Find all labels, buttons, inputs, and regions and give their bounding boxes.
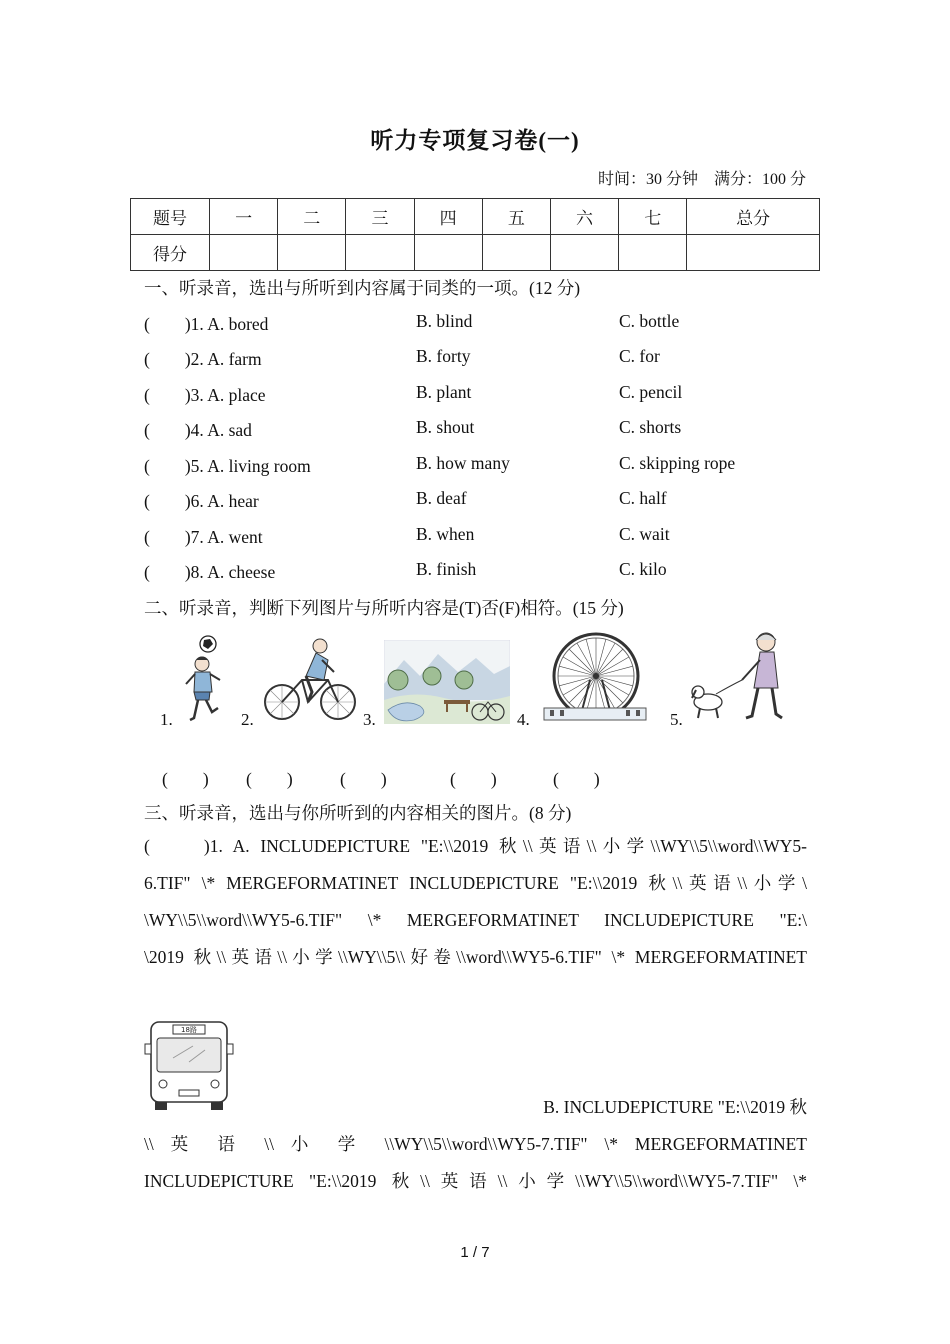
field-code-line: INCLUDEPICTURE "E:\\2019 秋\\英语\\小学\\WY\\5\\word\\WY5-7.TIF" \* (144, 1171, 807, 1191)
question-stem: ( )5. A. living room (144, 456, 311, 476)
option-c: C. wait (619, 524, 670, 544)
field-code-line: \2019 秋\\英语\\小学\\WY\\5\\好卷\\word\\WY5-6.TIF" \* MERGEFORMATINET (144, 947, 807, 967)
option-c: C. kilo (619, 559, 667, 579)
bus-image (143, 1018, 235, 1112)
option-b: B. plant (416, 382, 472, 402)
picture-label: 2. (241, 710, 254, 729)
question-stem: ( )1. A. bored (144, 314, 269, 334)
field-code-line: ( )1. A. INCLUDEPICTURE "E:\\2019 秋\\英语\\小学\\WY\\5\\word\\WY5- (144, 836, 807, 856)
ferris-wheel-spoke (596, 639, 606, 676)
boy-football-image (180, 634, 226, 726)
score-input-cell[interactable] (550, 235, 618, 271)
score-input-cell[interactable] (210, 235, 278, 271)
answer-blank[interactable]: ( ) (450, 769, 497, 789)
score-input-cell[interactable] (278, 235, 346, 271)
score-input-cell[interactable] (346, 235, 414, 271)
bus-route-sign: 18路 (181, 1026, 197, 1034)
picture-label: 3. (363, 710, 376, 729)
question-stem: ( )7. A. went (144, 527, 263, 547)
option-c: C. pencil (619, 382, 683, 402)
score-input-cell[interactable] (414, 235, 482, 271)
question-stem: ( )3. A. place (144, 385, 266, 405)
park-scene-image (384, 640, 510, 724)
section3-heading: 三、听录音，选出与你所听到的内容相关的图片。(8 分) (144, 803, 572, 823)
score-input-cell[interactable] (687, 235, 820, 271)
ferris-wheel-spoke (586, 676, 596, 713)
answer-blank[interactable]: ( ) (162, 769, 209, 789)
option-c: C. half (619, 488, 667, 508)
page-number: 1 / 7 (460, 1244, 490, 1261)
picture-label: 5. (670, 710, 683, 729)
ferris-wheel-spoke (596, 676, 606, 713)
picture-label: 4. (517, 710, 530, 729)
table-cell: 二 (278, 199, 346, 235)
option-b: B. how many (416, 453, 510, 473)
option-c: C. skipping rope (619, 453, 736, 473)
field-code-line: 6.TIF" \* MERGEFORMATINET INCLUDEPICTURE "E:\\2019 秋\\英语\\小学\ (144, 873, 807, 893)
section1-heading: 一、听录音，选出与所听到内容属于同类的一项。(12 分) (144, 278, 581, 298)
option-b: B. forty (416, 346, 471, 366)
table-cell: 四 (414, 199, 482, 235)
option-b: B. finish (416, 559, 477, 579)
answer-blank[interactable]: ( ) (246, 769, 293, 789)
table-cell: 三 (346, 199, 414, 235)
question-stem: ( )6. A. hear (144, 491, 259, 511)
picture-label: 1. (160, 710, 173, 729)
option-c: C. for (619, 346, 660, 366)
option-c: C. shorts (619, 417, 682, 437)
table-cell: 题号 (131, 199, 210, 235)
option-b: B. deaf (416, 488, 467, 508)
ferris-wheel-image (540, 630, 650, 724)
table-cell: 得分 (131, 235, 210, 271)
option-b: B. when (416, 524, 475, 544)
answer-blank[interactable]: ( ) (340, 769, 387, 789)
score-table-score-row (131, 235, 820, 271)
field-code-line: \WY\\5\\word\\WY5-6.TIF" \* MERGEFORMATINET INCLUDEPICTURE "E:\ (144, 910, 807, 930)
score-table-header-row (131, 199, 820, 235)
question-stem: ( )2. A. farm (144, 349, 262, 369)
bicycle-rider-image (262, 636, 358, 728)
ferris-wheel-spoke (586, 639, 596, 676)
section2-heading: 二、听录音，判断下列图片与所听内容是(T)否(F)相符。(15 分) (144, 598, 624, 618)
table-cell: 七 (619, 199, 687, 235)
option-c: C. bottle (619, 311, 680, 331)
table-cell: 总分 (687, 199, 820, 235)
option-b: B. shout (416, 417, 475, 437)
answer-blank[interactable]: ( ) (553, 769, 600, 789)
ferris-wheel-spoke (559, 666, 596, 676)
page-title: 听力专项复习卷(一) (370, 128, 580, 153)
woman-walking-dog-image (690, 630, 790, 724)
question-stem: ( )8. A. cheese (144, 562, 276, 582)
table-cell: 一 (210, 199, 278, 235)
question-stem: ( )4. A. sad (144, 420, 252, 440)
option-b: B. blind (416, 311, 473, 331)
field-code-line: \\ 英 语 \\ 小 学 \\WY\\5\\word\\WY5-7.TIF" \* MERGEFORMATINET (144, 1134, 807, 1154)
ferris-wheel-spoke (596, 666, 633, 676)
score-input-cell[interactable] (619, 235, 687, 271)
option-b-line: B. INCLUDEPICTURE "E:\\2019 秋 (543, 1097, 807, 1117)
table-cell: 六 (550, 199, 618, 235)
exam-meta: 时间：30 分钟 满分：100 分 (597, 171, 806, 188)
table-cell: 五 (482, 199, 550, 235)
score-table (130, 198, 820, 271)
score-input-cell[interactable] (482, 235, 550, 271)
